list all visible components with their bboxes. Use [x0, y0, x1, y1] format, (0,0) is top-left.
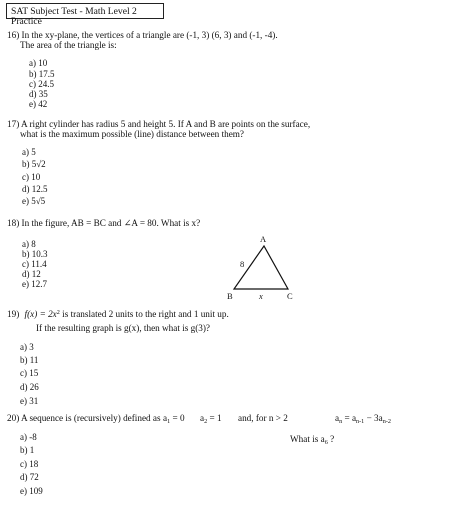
q18-choice-c: c) 11.4: [22, 259, 47, 269]
q20-condition: and, for n > 2: [238, 413, 288, 423]
q18-choice-a: a) 8: [22, 239, 36, 249]
q17-choice-b: b) 5√2: [22, 159, 46, 169]
q20-a2: $a_2 = 1$: [200, 413, 222, 425]
q17-prompt: 17) A right cylinder has radius 5 and height 5. If A and B are points on the surface,: [7, 119, 311, 129]
q16-choice-b: b) 17.5: [29, 69, 55, 79]
q19-number: 19): [7, 309, 20, 319]
q19-choice-a: a) 3: [20, 342, 34, 352]
q18-prompt: 18) In the figure, AB = BC and ∠A = 80. What is x?: [7, 218, 201, 228]
q19-choice-d: d) 26: [20, 382, 39, 392]
vertex-a-label: A: [260, 234, 267, 244]
q20-recurrence: $a_n = a_{n-1} - 3a_{n-2}$: [335, 413, 391, 425]
q20-a1: $a_1 = 0$: [163, 413, 185, 425]
q20-choice-a: a) -8: [20, 432, 37, 442]
vertex-b-label: B: [227, 291, 233, 301]
q20-choice-c: c) 18: [20, 459, 39, 469]
q19-choice-b: b) 11: [20, 355, 39, 365]
q17-choice-c: c) 10: [22, 172, 41, 182]
q16-choice-d: d) 35: [29, 89, 48, 99]
q19-choice-e: e) 31: [20, 396, 39, 406]
q18-choice-e: e) 12.7: [22, 279, 47, 289]
page-header: [6, 3, 164, 27]
q18-choice-b: b) 10.3: [22, 249, 48, 259]
q16-choice-c: c) 24.5: [29, 79, 54, 89]
q20-choice-d: d) 72: [20, 472, 39, 482]
base-x-label: x: [259, 291, 263, 301]
q19-prompt: [7, 310, 229, 319]
q20-prompt: 20) A sequence is (recursively) defined as: [7, 413, 161, 423]
triangle-figure: [226, 232, 306, 304]
q16-prompt: 16) In the xy-plane, the vertices of a triangle are (-1, 3) (6, 3) and (-1, -4).: [7, 30, 278, 40]
q19-choice-c: c) 15: [20, 368, 39, 378]
vertex-c-label: C: [287, 291, 293, 301]
q18-choice-d: d) 12: [22, 269, 41, 279]
q17-choice-a: a) 5: [22, 147, 36, 157]
q19-exponent: 2: [56, 309, 60, 316]
q20-choice-e: e) 109: [20, 486, 43, 496]
q16-choice-e: e) 42: [29, 99, 48, 109]
q20-choice-b: b) 1: [20, 445, 35, 455]
q17-prompt-line2: what is the maximum possible (line) distance between them?: [20, 129, 245, 139]
q16-choice-a: a) 10: [29, 58, 48, 68]
q19-function: f(x) = 2x: [24, 309, 57, 319]
q20-question: What is $a_6$ ?: [290, 434, 335, 446]
q17-choice-e: e) 5√5: [22, 196, 46, 206]
q19-rest: is translated 2 units to the right and 1 unit up.: [59, 309, 229, 319]
q17-choice-d: d) 12.5: [22, 184, 48, 194]
q19-prompt-line2: If the resulting graph is g(x), then what is g(3)?: [36, 323, 211, 333]
q16-prompt-line2: The area of the triangle is:: [20, 40, 117, 50]
side-ab-label: 8: [240, 259, 245, 269]
page-title: SAT Subject Test - Math Level 2 Practice: [11, 6, 137, 27]
